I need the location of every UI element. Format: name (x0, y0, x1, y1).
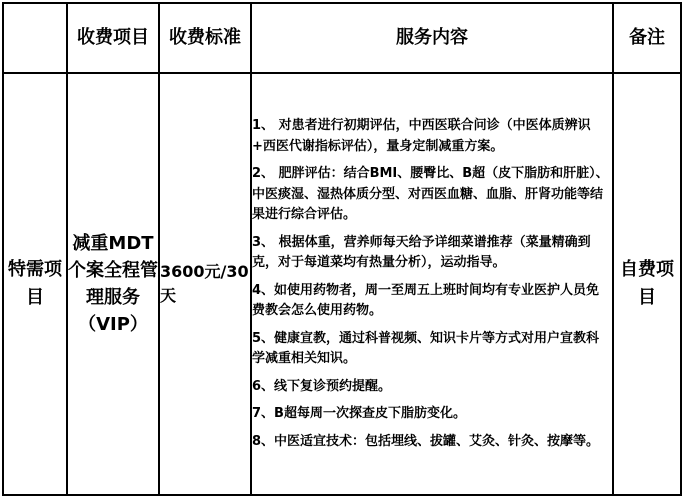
header-item: 收费项目 (67, 3, 159, 73)
service-item: 7、B超每周一次探查皮下脂肪变化。 (252, 406, 466, 421)
header-remark: 备注 (613, 3, 681, 73)
header-category (3, 3, 67, 73)
category-cell: 特需项目 (3, 73, 67, 495)
service-content-cell (251, 73, 613, 495)
service-row (3, 73, 681, 495)
service-item: 3、 根据体重，营养师每天给予详细菜谱推荐（菜量精确到克，对于每道菜均有热量分析），运动指导。 (252, 234, 591, 270)
service-item: 2、 肥胖评估：结合BMI、腰臀比、B超（皮下脂肪和肝脏）、中医痰湿、湿热体质分型、对西医血糖、血脂、肝肾功能等结果进行综合评估。 (252, 166, 609, 222)
service-item: 6、线下复诊预约提醒。 (252, 378, 392, 394)
service-item: 4、如使用药物者，周一至周五上班时间均有专业医护人员免费教会怎么使用药物。 (252, 282, 600, 318)
service-item: 8、中医适宜技术：包括埋线、拔罐、艾灸、针灸、按摩等。 (252, 433, 600, 449)
service-item: 5、健康宣教，通过科普视频、知识卡片等方式对用户宣教科学减重相关知识。 (252, 330, 600, 366)
header-standard: 收费标准 (159, 3, 251, 73)
service-item: 1、 对患者进行初期评估，中西医联合问诊（中医体质辨识+西医代谢指标评估），量身定制减重方案。 (252, 118, 591, 154)
fee-table (2, 2, 682, 496)
header-content: 服务内容 (251, 3, 613, 73)
item-cell: 减重MDT个案全程管理服务（VIP） (67, 73, 159, 495)
header-row (3, 3, 681, 73)
remark-cell: 自费项目 (613, 73, 681, 495)
price-cell: 3600元/30天 (159, 73, 251, 495)
